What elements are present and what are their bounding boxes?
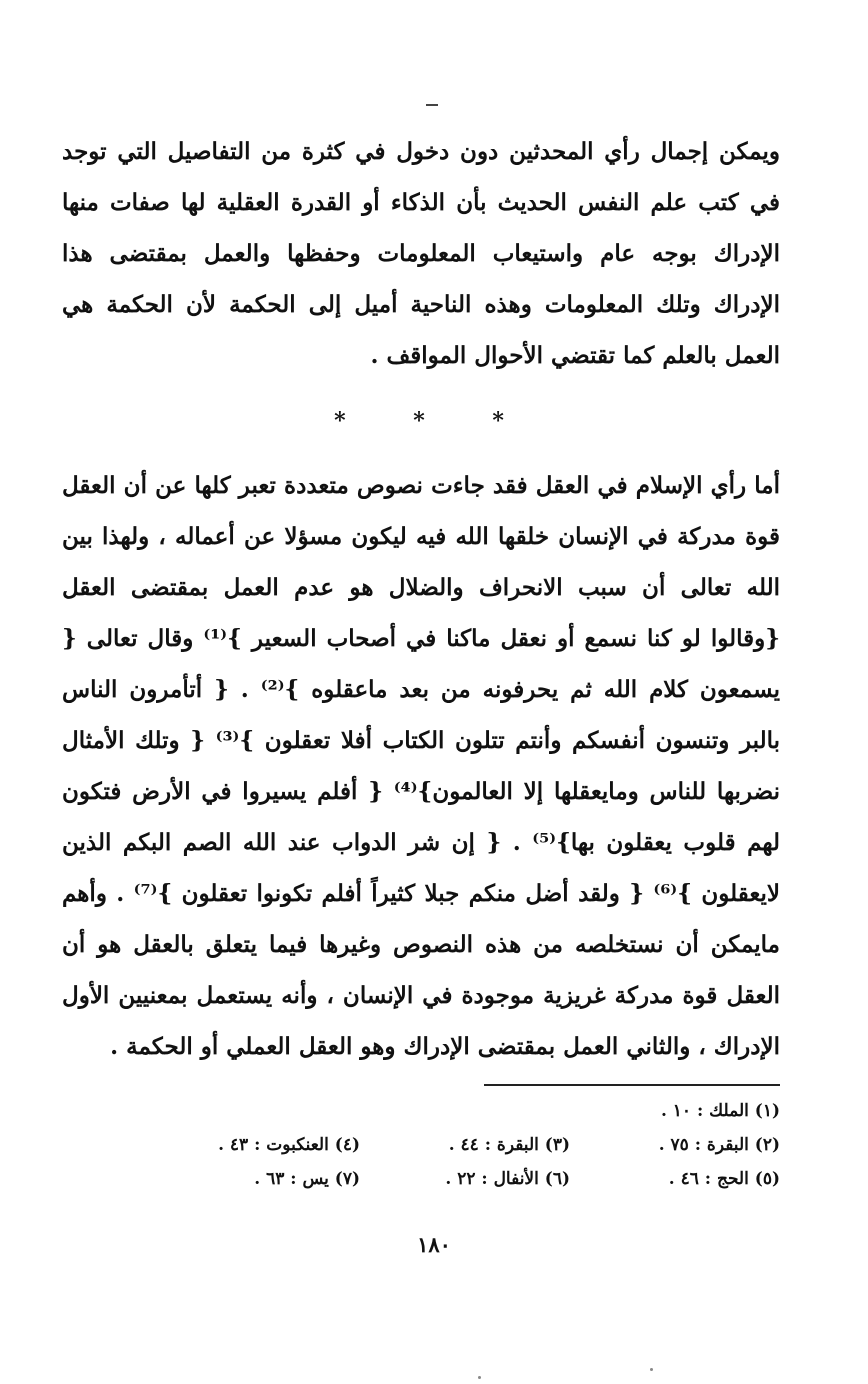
footnote-5: (٥) الحج : ٤٦ . xyxy=(668,1169,780,1189)
footnote-2: (٢) البقرة : ٧٥ . xyxy=(658,1135,780,1155)
footnote-row xyxy=(150,1128,780,1162)
section-separator: * * * xyxy=(334,408,534,434)
scan-speck xyxy=(650,1368,653,1371)
footnote-row xyxy=(150,1162,780,1196)
footnote-4: (٤) العنكبوت : ٤٣ . xyxy=(218,1135,360,1155)
paragraph-islam-view: أما رأي الإسلام في العقل فقد جاءت نصوص متعددة تعبر كلها عن أن العقل قوة مدركة في الإنسان خلقها الله فيه ليكون مسؤلا عن أعماله ، ولهذا بين الله تعالى أن سبب الانحراف والضلال هو عدم العمل بمقتضى العقل {وقالوا لو كنا نسمع أو نعقل ماكنا في أصحاب السعير }⁽¹⁾ وقال تعالى { يسمعون كلام الله ثم يحرفونه من بعد ماعقلوه }⁽²⁾ . { أتأمرون الناس بالبر وتنسون أنفسكم وأنتم تتلون الكتاب أفلا تعقلون }⁽³⁾ { وتلك الأمثال نضربها للناس ومايعقلها إلا العالمون}⁽⁴⁾ { أفلم يسيروا في الأرض فتكون لهم قلوب يعقلون بها}⁽⁵⁾ . { إن شر الدواب عند الله الصم البكم الذين لايعقلون }⁽⁶⁾ { ولقد أضل منكم جبلا كثيراً أفلم تكونوا تعقلون }⁽⁷⁾ . وأهم مايمكن أن نستخلصه من هذه النصوص وغيرها فيما يتعلق بالعقل هو أن العقل قوة مدركة غريزية موجودة في الإنسان ، وأنه يستعمل بمعنيين الأول الإدراك ، والثاني العمل بمقتضى الإدراك وهو العقل العملي أو الحكمة . xyxy=(62,472,780,1060)
scan-speck xyxy=(478,1376,481,1379)
top-dash-mark xyxy=(426,104,438,106)
footnotes-block xyxy=(150,1094,780,1196)
footnote-6: (٦) الأنفال : ٢٢ . xyxy=(445,1169,570,1189)
page-number: ١٨٠ xyxy=(417,1232,451,1257)
footnote-7: (٧) يس : ٦٣ . xyxy=(254,1169,360,1189)
footnote-3: (٣) البقرة : ٤٤ . xyxy=(448,1135,570,1155)
paragraph-intro: ويمكن إجمال رأي المحدثين دون دخول في كثرة من التفاصيل التي توجد في كتب علم النفس الحديث بأن الذكاء أو القدرة العقلية لها صفات منها الإدراك بوجه عام واستيعاب المعلومات وحفظها والعمل بمقتضى هذا الإدراك وتلك المعلومات وهذه الناحية أميل إلى الحكمة لأن الحكمة هي العمل بالعلم كما تقتضي الأحوال المواقف . xyxy=(62,138,780,369)
footnote-1: (١) الملك : ١٠ . xyxy=(660,1101,780,1121)
footnote-row xyxy=(150,1094,780,1128)
footnote-divider xyxy=(484,1084,780,1086)
